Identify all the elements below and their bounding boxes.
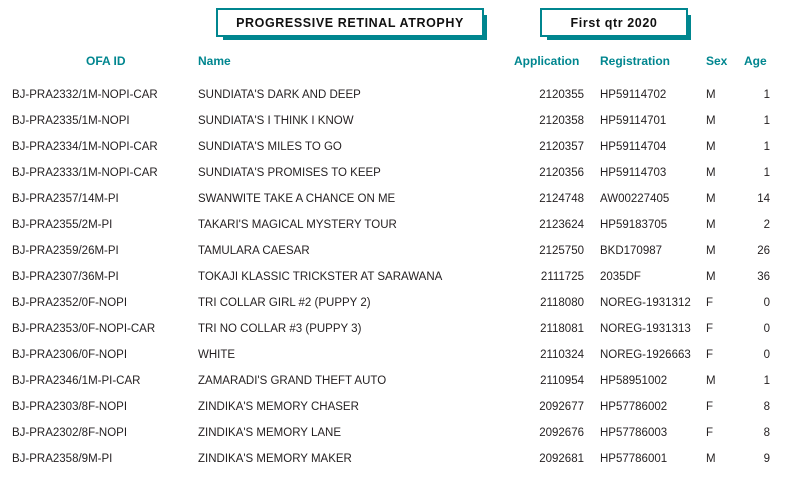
cell-name: ZINDIKA'S MEMORY LANE <box>198 427 341 439</box>
cell-ofa-id: BJ-PRA2335/1M-NOPI <box>12 115 130 127</box>
cell-ofa-id: BJ-PRA2332/1M-NOPI-CAR <box>12 89 158 101</box>
cell-application: 2124748 <box>539 193 584 205</box>
cell-application: 2118081 <box>540 323 584 335</box>
results-table <box>0 50 800 472</box>
cell-registration: HP58951002 <box>600 375 668 387</box>
cell-ofa-id: BJ-PRA2352/0F-NOPI <box>12 297 128 309</box>
cell-application: 2118080 <box>540 297 584 309</box>
cell-name: ZINDIKA'S MEMORY MAKER <box>198 453 352 465</box>
table-row <box>0 160 800 186</box>
cell-registration: HP57786002 <box>600 401 668 413</box>
cell-registration: NOREG-1931313 <box>600 323 691 335</box>
cell-registration: HP57786003 <box>600 427 668 439</box>
cell-application: 2120356 <box>539 167 584 179</box>
cell-age: 1 <box>763 375 770 387</box>
column-header-sex: Sex <box>706 54 728 68</box>
cell-registration: AW00227405 <box>600 193 670 205</box>
cell-name: TAKARI'S MAGICAL MYSTERY TOUR <box>198 219 397 231</box>
column-header-age: Age <box>744 54 767 68</box>
cell-age: 26 <box>757 245 770 257</box>
cell-name: SUNDIATA'S MILES TO GO <box>198 141 342 153</box>
cell-application: 2092681 <box>539 453 584 465</box>
cell-sex: M <box>706 167 716 179</box>
table-row <box>0 342 800 368</box>
cell-name: TOKAJI KLASSIC TRICKSTER AT SARAWANA <box>198 271 443 283</box>
cell-name: ZAMARADI'S GRAND THEFT AUTO <box>198 375 387 387</box>
cell-name: WHITE <box>198 349 236 361</box>
table-row <box>0 420 800 446</box>
cell-age: 1 <box>763 115 770 127</box>
quarter-banner <box>540 8 688 37</box>
cell-age: 36 <box>757 271 770 283</box>
table-row <box>0 108 800 134</box>
banner-row <box>0 0 800 44</box>
table-header <box>0 50 800 82</box>
cell-ofa-id: BJ-PRA2359/26M-PI <box>12 245 119 257</box>
column-header-registration: Registration <box>600 54 671 68</box>
cell-age: 2 <box>763 219 770 231</box>
cell-ofa-id: BJ-PRA2355/2M-PI <box>12 219 113 231</box>
table-header-row <box>0 50 800 82</box>
cell-name: SUNDIATA'S I THINK I KNOW <box>198 115 354 127</box>
cell-registration: HP59114703 <box>600 167 667 179</box>
cell-name: SUNDIATA'S PROMISES TO KEEP <box>198 167 381 179</box>
cell-sex: M <box>706 219 716 231</box>
cell-application: 2111725 <box>540 271 584 283</box>
cell-sex: F <box>706 297 714 309</box>
cell-registration: NOREG-1926663 <box>600 349 691 361</box>
cell-ofa-id: BJ-PRA2357/14M-PI <box>12 193 119 205</box>
cell-ofa-id: BJ-PRA2333/1M-NOPI-CAR <box>12 167 158 179</box>
cell-age: 8 <box>763 401 770 413</box>
cell-registration: HP59114702 <box>600 89 667 101</box>
column-header-name: Name <box>198 54 231 68</box>
cell-application: 2120357 <box>539 141 584 153</box>
cell-ofa-id: BJ-PRA2303/8F-NOPI <box>12 401 128 413</box>
cell-application: 2110324 <box>540 349 584 361</box>
cell-age: 14 <box>757 193 770 205</box>
cell-name: SWANWITE TAKE A CHANCE ON ME <box>198 193 396 205</box>
disease-banner-label: PROGRESSIVE RETINAL ATROPHY <box>236 16 464 30</box>
cell-age: 1 <box>763 89 770 101</box>
cell-age: 8 <box>763 427 770 439</box>
cell-ofa-id: BJ-PRA2306/0F-NOPI <box>12 349 128 361</box>
cell-name: SUNDIATA'S DARK AND DEEP <box>198 89 361 101</box>
cell-application: 2120358 <box>539 115 584 127</box>
cell-name: TRI COLLAR GIRL #2 (PUPPY 2) <box>198 297 371 309</box>
cell-registration: BKD170987 <box>600 245 663 257</box>
cell-application: 2125750 <box>539 245 584 257</box>
cell-ofa-id: BJ-PRA2334/1M-NOPI-CAR <box>12 141 158 153</box>
cell-ofa-id: BJ-PRA2358/9M-PI <box>12 453 113 465</box>
table-row <box>0 264 800 290</box>
cell-registration: HP59183705 <box>600 219 668 231</box>
cell-sex: M <box>706 271 716 283</box>
cell-age: 1 <box>763 141 770 153</box>
cell-sex: F <box>706 401 714 413</box>
quarter-banner-label: First qtr 2020 <box>570 16 658 30</box>
cell-ofa-id: BJ-PRA2353/0F-NOPI-CAR <box>12 323 156 335</box>
cell-age: 1 <box>763 167 770 179</box>
cell-sex: F <box>706 323 714 335</box>
table-row <box>0 290 800 316</box>
cell-sex: M <box>706 375 716 387</box>
cell-age: 0 <box>763 297 770 309</box>
table-row <box>0 212 800 238</box>
table-row <box>0 238 800 264</box>
cell-application: 2110954 <box>540 375 584 387</box>
table-row <box>0 394 800 420</box>
cell-sex: F <box>706 349 714 361</box>
cell-sex: M <box>706 89 716 101</box>
cell-sex: M <box>706 245 716 257</box>
cell-registration: NOREG-1931312 <box>600 297 691 309</box>
cell-name: ZINDIKA'S MEMORY CHASER <box>198 401 359 413</box>
cell-age: 9 <box>763 453 770 465</box>
cell-registration: 2035DF <box>600 271 641 283</box>
cell-sex: M <box>706 141 716 153</box>
cell-name: TAMULARA CAESAR <box>198 245 310 257</box>
cell-sex: M <box>706 453 716 465</box>
cell-sex: M <box>706 115 716 127</box>
cell-sex: M <box>706 193 716 205</box>
cell-name: TRI NO COLLAR #3 (PUPPY 3) <box>198 323 362 335</box>
cell-application: 2092676 <box>539 427 584 439</box>
cell-application: 2120355 <box>539 89 584 101</box>
cell-registration: HP57786001 <box>600 453 668 465</box>
table-row <box>0 134 800 160</box>
cell-sex: F <box>706 427 714 439</box>
disease-banner <box>216 8 484 37</box>
cell-ofa-id: BJ-PRA2307/36M-PI <box>12 271 119 283</box>
cell-age: 0 <box>763 323 770 335</box>
cell-registration: HP59114701 <box>600 115 667 127</box>
table-row <box>0 446 800 472</box>
cell-ofa-id: BJ-PRA2346/1M-PI-CAR <box>12 375 141 387</box>
cell-age: 0 <box>763 349 770 361</box>
cell-application: 2123624 <box>539 219 584 231</box>
cell-ofa-id: BJ-PRA2302/8F-NOPI <box>12 427 128 439</box>
table-row <box>0 186 800 212</box>
column-header-application: Application <box>514 54 580 68</box>
table-row <box>0 316 800 342</box>
table-body <box>0 82 800 472</box>
cell-registration: HP59114704 <box>600 141 667 153</box>
column-header-ofa-id: OFA ID <box>86 54 126 68</box>
table-row <box>0 82 800 108</box>
cell-application: 2092677 <box>539 401 584 413</box>
table-row <box>0 368 800 394</box>
